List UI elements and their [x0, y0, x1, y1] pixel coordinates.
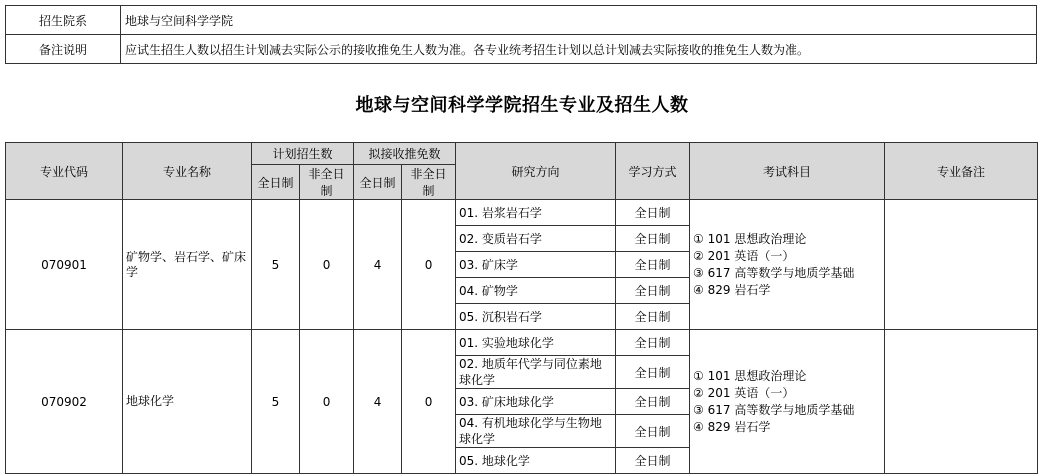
study-mode: 全日制: [616, 330, 690, 356]
study-mode: 全日制: [616, 448, 690, 474]
header-plan: 计划招生数: [252, 143, 354, 165]
direction: 02. 地质年代学与同位素地球化学: [456, 356, 616, 389]
exam-subjects: [690, 330, 885, 474]
header-plan-part-time: 非全日制: [300, 165, 354, 200]
header-subjects: 考试科目: [690, 143, 885, 200]
subject-item: ③ 617 高等数学与地质学基础: [693, 265, 855, 280]
subject-item: ④ 829 岩石学: [693, 419, 771, 434]
major-name: 矿物学、岩石学、矿床学: [123, 200, 252, 330]
rec-part-time: 0: [402, 200, 456, 330]
study-mode: 全日制: [616, 226, 690, 252]
rec-full-time: 4: [354, 330, 402, 474]
college-value: 地球与空间科学学院: [121, 6, 1037, 35]
note-label: 备注说明: [6, 35, 121, 64]
college-row: [6, 6, 1037, 35]
header-rec-part-time: 非全日制: [402, 165, 456, 200]
plan-full-time: 5: [252, 330, 300, 474]
info-table: [5, 5, 1037, 64]
major-name: 地球化学: [123, 330, 252, 474]
study-mode: 全日制: [616, 356, 690, 389]
study-mode: 全日制: [616, 252, 690, 278]
header-direction: 研究方向: [456, 143, 616, 200]
direction: 03. 矿床地球化学: [456, 389, 616, 415]
direction: 05. 沉积岩石学: [456, 304, 616, 330]
direction: 02. 变质岩石学: [456, 226, 616, 252]
direction: 01. 实验地球化学: [456, 330, 616, 356]
header-plan-full-time: 全日制: [252, 165, 300, 200]
rec-full-time: 4: [354, 200, 402, 330]
study-mode: 全日制: [616, 389, 690, 415]
rec-part-time: 0: [402, 330, 456, 474]
table-row: [6, 330, 1038, 356]
header-name: 专业名称: [123, 143, 252, 200]
subject-item: ② 201 英语（一）: [693, 248, 795, 263]
direction: 04. 矿物学: [456, 278, 616, 304]
study-mode: 全日制: [616, 278, 690, 304]
header-remarks: 专业备注: [885, 143, 1038, 200]
college-label: 招生院系: [6, 6, 121, 35]
subject-item: ④ 829 岩石学: [693, 282, 771, 297]
study-mode: 全日制: [616, 415, 690, 448]
major-code: 070902: [6, 330, 123, 474]
subject-item: ③ 617 高等数学与地质学基础: [693, 402, 855, 417]
major-remarks: [885, 330, 1038, 474]
subject-item: ② 201 英语（一）: [693, 385, 795, 400]
plan-part-time: 0: [300, 200, 354, 330]
study-mode: 全日制: [616, 200, 690, 226]
header-row-1: [6, 143, 1038, 165]
majors-table: [5, 142, 1038, 474]
header-code: 专业代码: [6, 143, 123, 200]
table-row: [6, 200, 1038, 226]
plan-part-time: 0: [300, 330, 354, 474]
note-row: [6, 35, 1037, 64]
exam-subjects: [690, 200, 885, 330]
header-study-mode: 学习方式: [616, 143, 690, 200]
plan-full-time: 5: [252, 200, 300, 330]
major-remarks: [885, 200, 1038, 330]
header-recommend: 拟接收推免数: [354, 143, 456, 165]
subject-item: ① 101 思想政治理论: [693, 231, 807, 246]
major-code: 070901: [6, 200, 123, 330]
direction: 04. 有机地球化学与生物地球化学: [456, 415, 616, 448]
study-mode: 全日制: [616, 304, 690, 330]
header-rec-full-time: 全日制: [354, 165, 402, 200]
direction: 05. 地球化学: [456, 448, 616, 474]
page-title: 地球与空间科学学院招生专业及招生人数: [355, 95, 689, 116]
subject-item: ① 101 思想政治理论: [693, 368, 807, 383]
direction: 03. 矿床学: [456, 252, 616, 278]
note-value: 应试生招生人数以招生计划减去实际公示的接收推免生人数为准。各专业统考招生计划以总计划减去实际接收的推免生人数为准。: [121, 35, 1037, 64]
direction: 01. 岩浆岩石学: [456, 200, 616, 226]
